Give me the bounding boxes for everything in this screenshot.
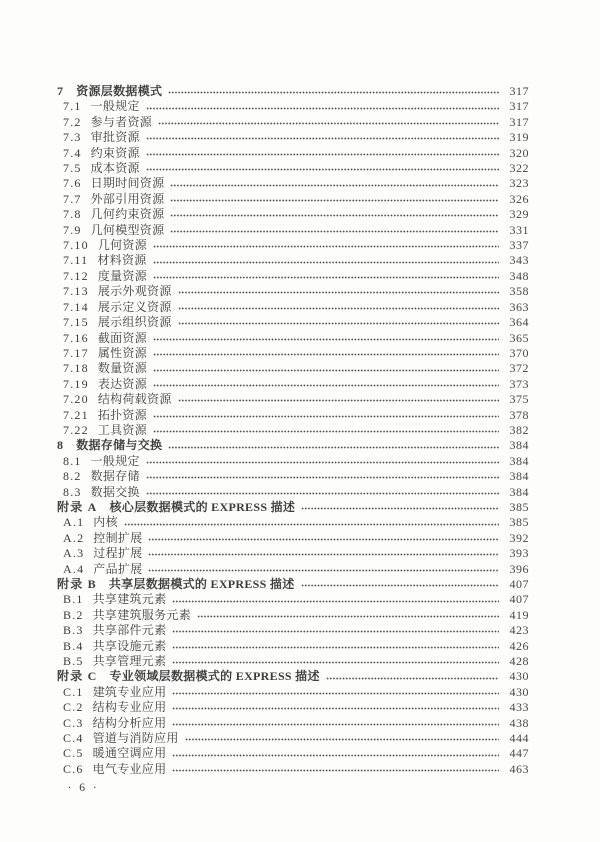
toc-entry-title: 建筑专业应用 (92, 684, 167, 699)
toc-entry-number: 附录 B (57, 577, 97, 591)
toc-entry-page: 365 (509, 330, 529, 345)
toc-entry-page: 320 (509, 145, 529, 160)
toc-entry (57, 238, 529, 253)
toc-entry-number: B.4 (63, 638, 84, 653)
toc-entry-title: 共享部件元素 (92, 623, 167, 638)
toc-entry-number: B.3 (63, 623, 84, 638)
dotted-leader (301, 584, 499, 587)
toc-entry-page: 319 (509, 130, 529, 145)
toc-entry (57, 192, 529, 207)
toc-entry-number: A.4 (63, 561, 85, 576)
toc-entry-number: 8.2 (63, 469, 82, 484)
toc-entry-page: 363 (509, 299, 529, 314)
dotted-leader (326, 677, 499, 680)
dotted-leader (146, 107, 499, 110)
toc-entry-page: 384 (509, 469, 529, 484)
toc-entry-page: 329 (509, 207, 529, 222)
toc-entry (57, 346, 529, 361)
toc-entry-page: 331 (509, 222, 529, 237)
toc-entry-number: B.2 (63, 607, 84, 622)
dotted-leader (146, 153, 499, 156)
toc-entry-number: 8 (57, 438, 65, 453)
toc-entry-title: 几何模型资源 (90, 222, 165, 237)
toc-entry-page: 317 (509, 84, 529, 98)
dotted-leader (172, 630, 499, 633)
toc-entry (57, 223, 529, 238)
toc-entry (57, 669, 529, 684)
toc-entry-title: 约束资源 (90, 145, 140, 160)
toc-entry-number: 7.2 (63, 114, 82, 129)
dotted-leader (153, 384, 499, 387)
toc-entry (57, 99, 529, 114)
toc-entry-title: 结构荷载资源 (97, 392, 172, 407)
toc-entry-title: 日期时间资源 (90, 176, 165, 191)
toc-entry-page: 373 (509, 376, 529, 391)
toc-entry-number: 7.3 (63, 130, 82, 145)
dotted-leader (172, 754, 499, 757)
dotted-leader (153, 338, 499, 341)
dotted-leader (170, 230, 499, 233)
toc-entry-title: 数据存储 (90, 469, 140, 484)
toc-entry-number: 7.7 (63, 191, 82, 206)
toc-entry-page: 385 (509, 499, 529, 514)
toc-entry-page: 426 (509, 638, 529, 653)
toc-entry (57, 454, 529, 469)
dotted-leader (170, 214, 499, 217)
toc-entry (57, 377, 529, 392)
toc-list (57, 84, 529, 777)
toc-entry (57, 654, 529, 669)
toc-entry (57, 577, 529, 592)
toc-entry (57, 639, 529, 654)
toc-entry-title: 展示组织资源 (97, 315, 172, 330)
toc-entry-page: 375 (509, 392, 529, 407)
toc-entry-number: 7.6 (63, 176, 82, 191)
toc-entry-page: 364 (509, 315, 529, 330)
toc-entry (57, 762, 529, 777)
toc-entry-page: 430 (509, 669, 529, 684)
dotted-leader (172, 661, 499, 664)
toc-entry-title: 数量资源 (97, 361, 148, 376)
toc-entry-number: C.6 (63, 761, 84, 776)
toc-entry-number: 附录 A (57, 499, 98, 514)
toc-entry (57, 515, 529, 530)
toc-entry-title: 核心层数据模式的 EXPRESS 描述 (109, 499, 296, 514)
dotted-leader (146, 137, 499, 140)
toc-entry-title: 管道与消防应用 (92, 731, 179, 746)
toc-entry-page: 393 (509, 546, 529, 561)
toc-entry-title: 产品扩展 (93, 561, 143, 576)
toc-entry-title: 暖通空调应用 (92, 746, 167, 761)
toc-entry-number: C.4 (63, 731, 84, 746)
toc-entry-page: 337 (509, 238, 529, 253)
toc-entry-number: B.5 (63, 654, 84, 669)
toc-entry-title: 参与者资源 (90, 114, 153, 129)
toc-entry-page: 433 (509, 700, 529, 715)
toc-entry-title: 数据交换 (90, 484, 140, 499)
toc-entry-number: 附录 C (57, 669, 98, 684)
toc-entry-page: 317 (509, 99, 529, 114)
toc-entry-number: 7.9 (63, 222, 82, 237)
toc-entry (57, 361, 529, 376)
toc-entry (57, 408, 529, 423)
toc-entry-title: 共享建筑服务元素 (92, 607, 192, 622)
dotted-leader (172, 769, 499, 772)
toc-entry-page: 419 (509, 607, 529, 622)
dotted-leader (146, 168, 499, 171)
dotted-leader (170, 199, 499, 202)
dotted-leader (172, 646, 499, 649)
toc-entry (57, 700, 529, 715)
toc-entry (57, 207, 529, 222)
toc-entry-page: 358 (509, 284, 529, 299)
toc-entry-title: 展示定义资源 (97, 299, 172, 314)
toc-entry-title: 共享设施元素 (92, 638, 167, 653)
toc-entry (57, 331, 529, 346)
toc-entry (57, 146, 529, 161)
toc-entry-title: 审批资源 (90, 130, 140, 145)
dotted-leader (124, 523, 499, 526)
toc-entry-title: 外部引用资源 (90, 191, 165, 206)
toc-entry-number: 7.10 (63, 238, 89, 253)
dotted-leader (153, 353, 499, 356)
toc-entry-number: 7.21 (63, 407, 89, 422)
toc-entry-page: 326 (509, 191, 529, 206)
toc-entry-number: 7.4 (63, 145, 82, 160)
dotted-leader (148, 569, 499, 572)
dotted-leader (146, 461, 499, 464)
toc-entry (57, 531, 529, 546)
toc-entry (57, 592, 529, 607)
toc-entry-title: 表达资源 (97, 376, 148, 391)
dotted-leader (153, 415, 499, 418)
dotted-leader (178, 307, 499, 310)
toc-entry-page: 384 (509, 484, 529, 499)
toc-entry-title: 结构分析应用 (92, 715, 167, 730)
toc-entry-title: 资源层数据模式 (76, 84, 163, 98)
toc-entry-number: 7.11 (63, 253, 89, 268)
toc-entry-title: 共享层数据模式的 EXPRESS 描述 (108, 577, 295, 591)
dotted-leader (153, 430, 499, 433)
footer-dot-left: · (67, 782, 72, 794)
toc-entry-number: C.2 (63, 700, 84, 715)
toc-entry-page: 323 (509, 176, 529, 191)
footer-page-number-value: 6 (79, 782, 85, 794)
toc-entry-number: C.3 (63, 715, 84, 730)
toc-entry-page: 430 (509, 684, 529, 699)
dotted-leader (148, 553, 499, 556)
toc-entry-page: 444 (509, 731, 529, 746)
dotted-leader (185, 738, 499, 741)
dotted-leader (153, 261, 499, 264)
toc-entry (57, 423, 529, 438)
toc-entry-title: 成本资源 (90, 161, 140, 176)
toc-entry-page: 463 (509, 761, 529, 776)
toc-entry-title: 材料资源 (97, 253, 147, 268)
toc-entry (57, 300, 529, 315)
toc-entry-number: 7.15 (63, 315, 89, 330)
toc-entry (57, 284, 529, 299)
toc-entry (57, 115, 529, 130)
dotted-leader (153, 245, 499, 248)
toc-entry-number: 7 (57, 84, 65, 98)
toc-entry (57, 176, 529, 191)
toc-entry-number: 7.18 (63, 361, 89, 376)
dotted-leader (148, 538, 499, 541)
toc-entry-number: 8.3 (63, 484, 82, 499)
toc-entry (57, 161, 529, 176)
toc-entry-page: 317 (509, 114, 529, 129)
toc-entry-title: 工具资源 (97, 422, 148, 437)
toc-entry-title: 截面资源 (97, 330, 148, 345)
toc-entry-page: 348 (509, 268, 529, 283)
toc-entry (57, 500, 529, 515)
toc-entry (57, 731, 529, 746)
toc-entry-title: 拓扑资源 (97, 407, 148, 422)
toc-entry-title: 数据存储与交换 (76, 438, 163, 453)
toc-entry (57, 623, 529, 638)
toc-entry-title: 内核 (93, 515, 118, 530)
toc-entry-number: 7.12 (63, 268, 89, 283)
toc-entry (57, 685, 529, 700)
toc-entry-title: 几何资源 (97, 238, 148, 253)
toc-entry (57, 546, 529, 561)
toc-entry-page: 438 (509, 715, 529, 730)
toc-entry-number: B.1 (63, 592, 84, 607)
toc-entry (57, 315, 529, 330)
toc-entry-title: 几何约束资源 (90, 207, 165, 222)
toc-entry-page: 396 (509, 561, 529, 576)
toc-entry (57, 469, 529, 484)
dotted-leader (172, 723, 499, 726)
toc-entry-number: A.1 (63, 515, 85, 530)
toc-entry (57, 392, 529, 407)
toc-entry-page: 407 (509, 577, 529, 591)
toc-entry (57, 253, 529, 268)
dotted-leader (168, 446, 499, 449)
footer-dot-right: · (92, 782, 97, 794)
toc-entry-number: 7.17 (63, 345, 89, 360)
dotted-leader (172, 692, 499, 695)
dotted-leader (168, 91, 499, 94)
toc-entry-number: 7.19 (63, 376, 89, 391)
toc-entry-page: 407 (509, 592, 529, 607)
toc-entry-page: 384 (509, 438, 529, 453)
toc-entry (57, 746, 529, 761)
dotted-leader (146, 492, 499, 495)
dotted-leader (178, 322, 499, 325)
toc-entry-title: 控制扩展 (93, 530, 143, 545)
toc-entry (57, 608, 529, 623)
toc-entry-number: 7.13 (63, 284, 89, 299)
dotted-leader (146, 476, 499, 479)
toc-entry-page: 423 (509, 623, 529, 638)
toc-entry-number: A.3 (63, 546, 85, 561)
toc-entry-title: 共享建筑元素 (92, 592, 167, 607)
toc-entry-number: A.2 (63, 530, 85, 545)
toc-entry-page: 385 (509, 515, 529, 530)
toc-entry-title: 一般规定 (90, 99, 140, 114)
toc-entry-number: C.5 (63, 746, 84, 761)
toc-entry-title: 共享管理元素 (92, 654, 167, 669)
dotted-leader (170, 184, 499, 187)
toc-entry-number: 7.20 (63, 392, 89, 407)
dotted-leader (178, 399, 499, 402)
toc-entry-number: 7.8 (63, 207, 82, 222)
toc-entry-title: 度量资源 (97, 268, 148, 283)
toc-entry-number: 7.5 (63, 161, 82, 176)
toc-entry-title: 过程扩展 (93, 546, 143, 561)
dotted-leader (178, 291, 499, 294)
toc-entry-number: 7.16 (63, 330, 89, 345)
dotted-leader (197, 615, 499, 618)
toc-entry-title: 属性资源 (97, 345, 148, 360)
toc-entry-page: 378 (509, 407, 529, 422)
toc-entry-page: 392 (509, 530, 529, 545)
toc-entry-number: 7.14 (63, 299, 89, 314)
footer-page-number (65, 782, 99, 794)
toc-entry-page: 384 (509, 453, 529, 468)
toc-entry (57, 84, 529, 99)
toc-entry-title: 一般规定 (90, 453, 140, 468)
dotted-leader (153, 276, 499, 279)
toc-entry-page: 322 (509, 161, 529, 176)
dotted-leader (172, 600, 499, 603)
toc-entry-page: 343 (509, 253, 529, 268)
toc-entry (57, 130, 529, 145)
toc-entry-title: 结构专业应用 (92, 700, 167, 715)
toc-entry (57, 485, 529, 500)
toc-entry-page: 382 (509, 422, 529, 437)
dotted-leader (153, 369, 499, 372)
toc-entry (57, 716, 529, 731)
toc-entry-page: 447 (509, 746, 529, 761)
toc-entry-title: 专业领域层数据模式的 EXPRESS 描述 (109, 669, 320, 684)
toc-entry-title: 展示外观资源 (97, 284, 172, 299)
toc-entry-page: 372 (509, 361, 529, 376)
dotted-leader (172, 707, 499, 710)
toc-entry-number: C.1 (63, 684, 84, 699)
toc-entry-title: 电气专业应用 (92, 761, 167, 776)
dotted-leader (301, 507, 499, 510)
toc-entry (57, 269, 529, 284)
toc-entry-number: 8.1 (63, 453, 82, 468)
toc-entry-number: 7.1 (63, 99, 82, 114)
toc-entry-number: 7.22 (63, 422, 89, 437)
toc-entry-page: 370 (509, 345, 529, 360)
toc-entry (57, 562, 529, 577)
dotted-leader (158, 122, 499, 125)
toc-entry-page: 428 (509, 654, 529, 669)
toc-entry (57, 438, 529, 453)
